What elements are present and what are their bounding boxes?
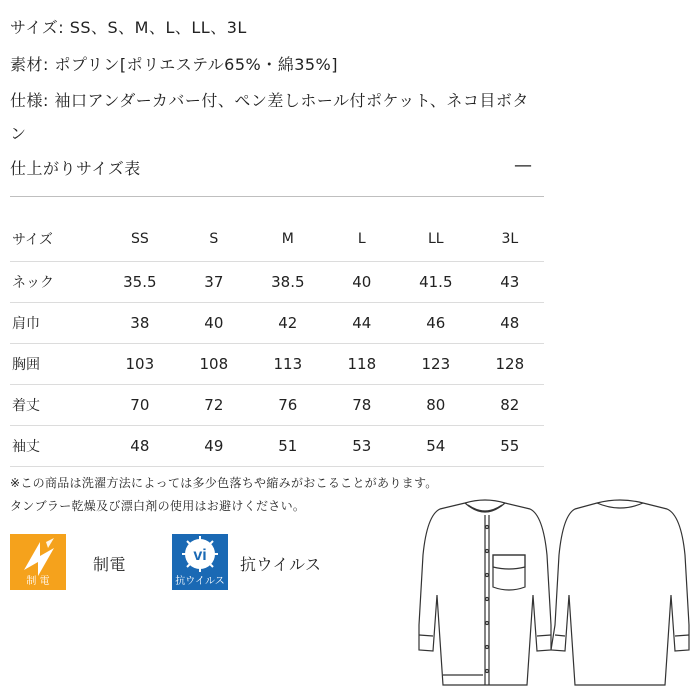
size-chart-title: 仕上がりサイズ表: [10, 159, 141, 178]
table-cell: 54: [396, 425, 476, 466]
antivirus-badge: [172, 534, 228, 590]
table-cell: 43: [476, 261, 544, 302]
row-label: 肩巾: [10, 302, 100, 343]
table-cell: 38.5: [248, 261, 328, 302]
table-cell: 41.5: [396, 261, 476, 302]
table-cell: 55: [476, 425, 544, 466]
table-cell: 38: [100, 302, 180, 343]
table-row: [10, 343, 544, 384]
shirt-front: [419, 500, 551, 685]
shirt-illustration: [405, 495, 697, 695]
spec-material-line: 素材: ポプリン[ポリエステル65%・綿35%]: [10, 55, 339, 74]
size-table-header-cell: SS: [100, 218, 180, 261]
table-cell: 80: [396, 384, 476, 425]
size-chart-divider: [10, 196, 544, 197]
spec-size-line: サイズ: SS、S、M、L、LL、3L: [10, 18, 247, 37]
size-table-header-row: [10, 218, 544, 261]
care-note-2: タンブラー乾燥及び漂白剤の使用はお避けください。: [10, 499, 306, 513]
table-cell: 35.5: [100, 261, 180, 302]
table-row: [10, 425, 544, 466]
table-cell: 48: [100, 425, 180, 466]
table-row: [10, 302, 544, 343]
table-cell: 82: [476, 384, 544, 425]
table-cell: 44: [328, 302, 396, 343]
collapse-icon[interactable]: —: [514, 155, 532, 176]
antivirus-label: 抗ウイルス: [240, 555, 322, 574]
table-cell: 46: [396, 302, 476, 343]
table-cell: 78: [328, 384, 396, 425]
row-label: 袖丈: [10, 425, 100, 466]
size-table-header-cell: L: [328, 218, 396, 261]
table-cell: 37: [180, 261, 248, 302]
table-cell: 49: [180, 425, 248, 466]
table-cell: 72: [180, 384, 248, 425]
spec-features-line-continued: ン: [10, 124, 27, 143]
table-cell: 48: [476, 302, 544, 343]
row-label: ネック: [10, 261, 100, 302]
size-table-header-cell: S: [180, 218, 248, 261]
size-chart-header[interactable]: [10, 156, 544, 178]
size-table-header-cell: サイズ: [10, 218, 100, 261]
antivirus-badge-mark: vi: [193, 547, 207, 564]
antistatic-label: 制電: [93, 555, 127, 574]
size-table: [10, 218, 544, 467]
table-row: [10, 384, 544, 425]
table-row: [10, 261, 544, 302]
antistatic-badge: [10, 534, 66, 590]
antivirus-badge-caption: 抗ウイルス: [175, 576, 225, 587]
table-cell: 51: [248, 425, 328, 466]
size-table-header-cell: M: [248, 218, 328, 261]
table-cell: 40: [180, 302, 248, 343]
care-note-1: ※この商品は洗濯方法によっては多少色落ちや縮みがおこることがあります。: [10, 476, 438, 490]
table-cell: 70: [100, 384, 180, 425]
table-cell: 123: [396, 343, 476, 384]
table-cell: 108: [180, 343, 248, 384]
size-table-header-cell: 3L: [476, 218, 544, 261]
shirt-back: [551, 500, 689, 685]
table-cell: 42: [248, 302, 328, 343]
size-table-header-cell: LL: [396, 218, 476, 261]
row-label: 胸囲: [10, 343, 100, 384]
table-cell: 113: [248, 343, 328, 384]
table-cell: 103: [100, 343, 180, 384]
spec-features-line: 仕様: 袖口アンダーカバー付、ペン差しホール付ポケット、ネコ目ボタ: [10, 91, 529, 110]
row-label: 着丈: [10, 384, 100, 425]
table-cell: 53: [328, 425, 396, 466]
table-cell: 40: [328, 261, 396, 302]
table-cell: 128: [476, 343, 544, 384]
antistatic-badge-caption: 制 電: [26, 576, 50, 587]
table-cell: 76: [248, 384, 328, 425]
table-cell: 118: [328, 343, 396, 384]
